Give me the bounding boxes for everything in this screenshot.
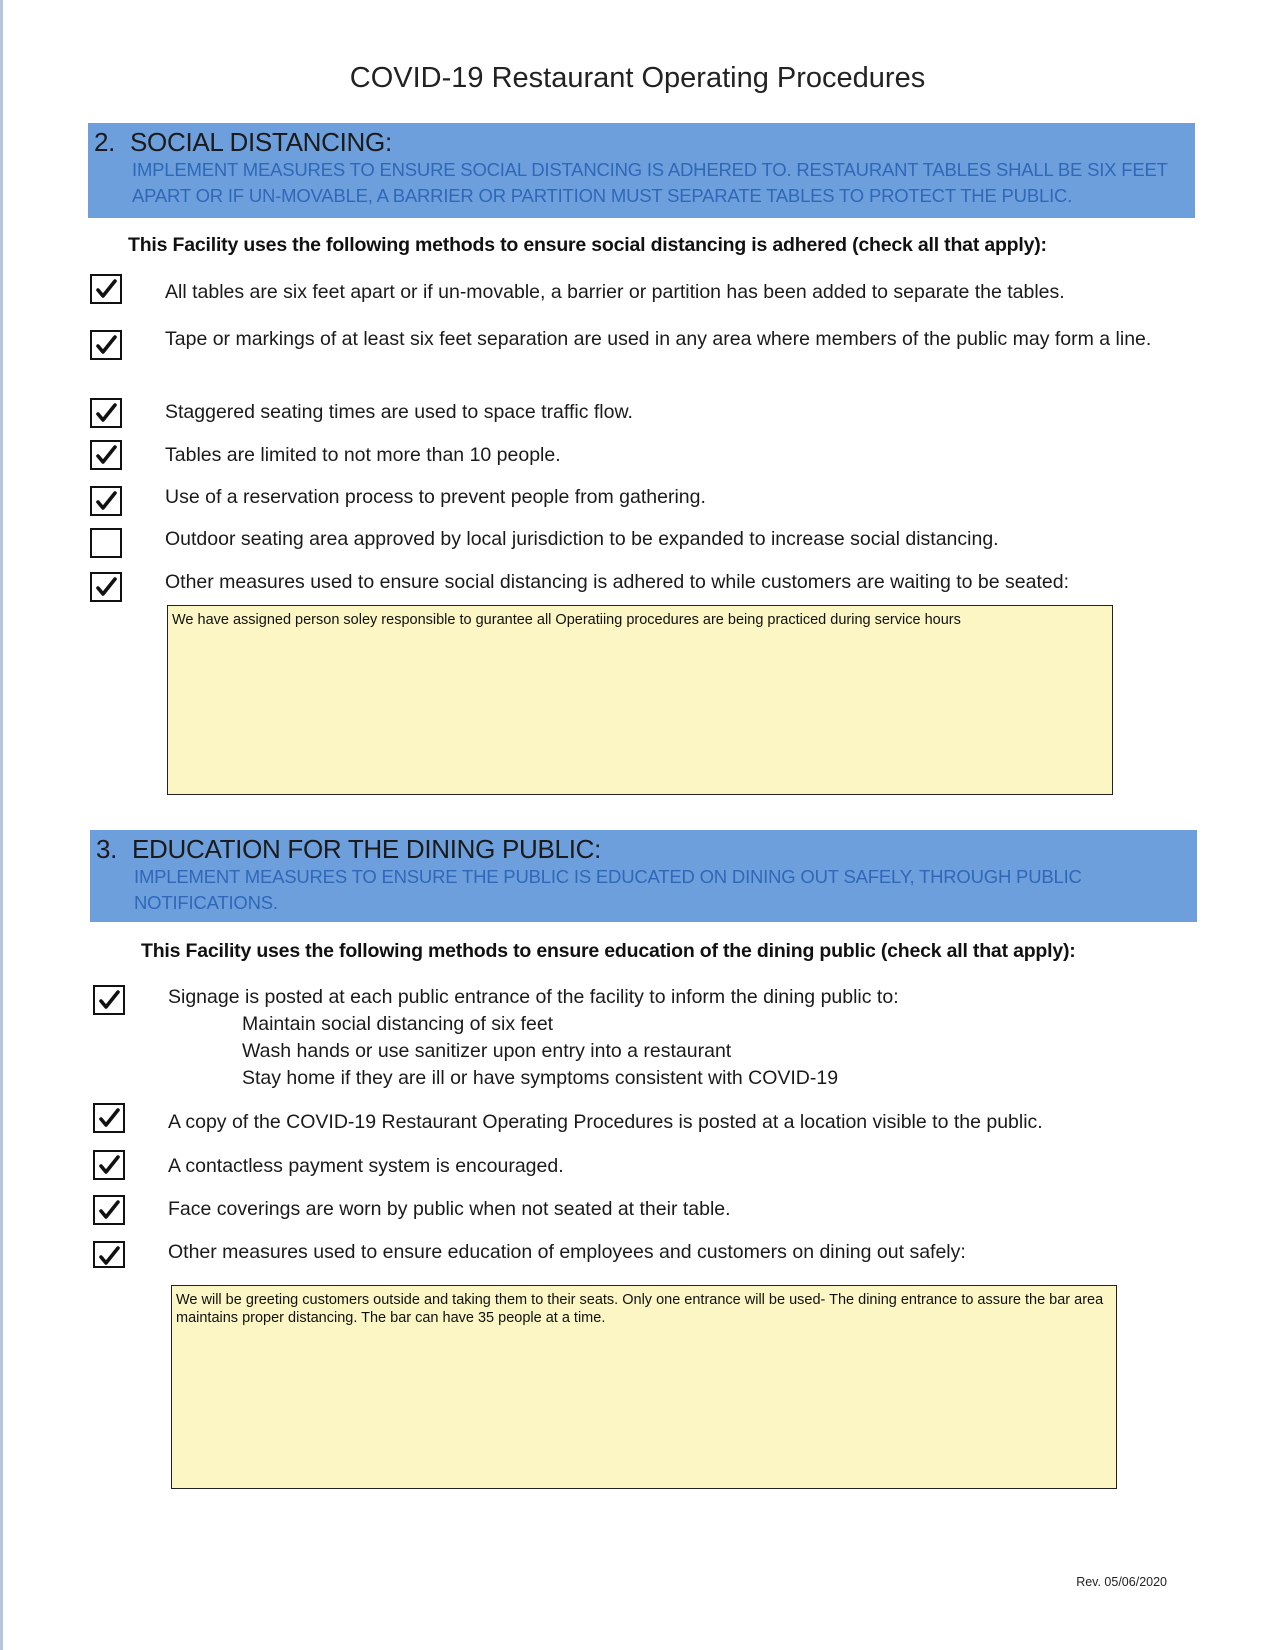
checkbox-tape-markings[interactable] [90,330,122,360]
checkmark-icon [94,576,118,598]
checkbox-other-education[interactable] [93,1241,125,1268]
checkmark-icon [94,444,118,466]
checkmark-icon [97,1107,121,1129]
signage-label: Signage is posted at each public entrance of the facility to inform the dining public to: [168,986,899,1008]
item-label-reservation-process: Use of a reservation process to prevent people from gathering. [165,486,706,508]
section-3-subheading: IMPLEMENT MEASURES TO ENSURE THE PUBLIC IS EDUCATED ON DINING OUT SAFELY, THROUGH PUBLIC NOTIFICATIONS. [134,866,1082,913]
checkbox-staggered-seating[interactable] [90,398,122,428]
checkmark-icon [97,1245,121,1267]
item-label-procedures-posted: A copy of the COVID-19 Restaurant Operating Procedures is posted at a location visible to the public. [168,1111,1043,1133]
checkmark-icon [94,490,118,512]
page-title: COVID-19 Restaurant Operating Procedures [349,62,926,94]
checkmark-icon [94,402,118,424]
item-label-other-distancing: Other measures used to ensure social distancing is adhered to while customers are waiting to be seated: [165,571,1069,593]
checkmark-icon [97,1154,121,1176]
checkbox-table-limit[interactable] [90,440,122,470]
item-label-other-education: Other measures used to ensure education of employees and customers on dining out safely: [168,1241,966,1263]
section-3-heading: EDUCATION FOR THE DINING PUBLIC: [132,834,602,864]
section-3-number: 3. [96,834,118,864]
other-distancing-textarea[interactable]: We have assigned person soley responsible to gurantee all Operatiing procedures are being practiced during service hours [167,605,1113,795]
item-label-outdoor-seating: Outdoor seating area approved by local jurisdiction to be expanded to increase social distancing. [165,528,999,550]
checkbox-procedures-posted[interactable] [93,1103,125,1133]
other-education-textarea[interactable]: We will be greeting customers outside and taking them to their seats. Only one entrance will be used- The dining entrance to assure the bar area maintains proper distancing. The bar can have 35 people at a time. [171,1285,1117,1489]
checkbox-outdoor-seating[interactable] [90,528,122,558]
section-2-number: 2. [94,127,116,157]
checkmark-icon [97,989,121,1011]
section-2-subheading: IMPLEMENT MEASURES TO ENSURE SOCIAL DISTANCING IS ADHERED TO. RESTAURANT TABLES SHALL BE SIX FEET APART OR IF UN-MOVABLE, A BARRIER OR PARTITION MUST SEPARATE TABLES TO PROTECT THE PUBLIC. [132,159,1168,206]
item-label-tables-six-feet: All tables are six feet apart or if un-movable, a barrier or partition has been added to separate the tables. [165,281,1065,303]
section-3-banner [90,830,1197,922]
scan-edge [0,0,3,1650]
checkbox-other-distancing[interactable] [90,572,122,602]
signage-item [168,983,1178,1092]
signage-subitem-distancing: Maintain social distancing of six feet [242,1013,554,1035]
item-label-contactless-payment: A contactless payment system is encouraged. [168,1155,564,1177]
checkmark-icon [97,1199,121,1221]
checkbox-face-coverings[interactable] [93,1195,125,1225]
item-label-table-limit: Tables are limited to not more than 10 people. [165,444,561,466]
item-label-tape-markings: Tape or markings of at least six feet separation are used in any area where members of the public may form a line. [165,328,1152,350]
item-label-staggered-seating: Staggered seating times are used to space traffic flow. [165,401,633,423]
signage-subitem-wash-hands: Wash hands or use sanitizer upon entry into a restaurant [242,1040,732,1062]
checkmark-icon [94,278,118,300]
checkbox-signage[interactable] [93,985,125,1015]
signage-subitem-stay-home: Stay home if they are ill or have symptoms consistent with COVID-19 [242,1067,839,1089]
checkbox-contactless-payment[interactable] [93,1150,125,1180]
section-2-heading-line [94,127,1189,157]
checkbox-reservation-process[interactable] [90,486,122,516]
section-2-banner [88,123,1195,218]
item-label-face-coverings: Face coverings are worn by public when not seated at their table. [168,1198,731,1220]
checkmark-icon [94,334,118,356]
checkbox-tables-six-feet[interactable] [90,274,122,304]
section-2-heading: SOCIAL DISTANCING: [130,127,392,157]
section-2-intro: This Facility uses the following methods to ensure social distancing is adhered (check all that apply): [128,234,1047,256]
section-3-intro: This Facility uses the following methods to ensure education of the dining public (check all that apply): [141,940,1076,962]
section-3-heading-line [96,834,1191,864]
revision-date: Rev. 05/06/2020 [1076,1575,1167,1589]
